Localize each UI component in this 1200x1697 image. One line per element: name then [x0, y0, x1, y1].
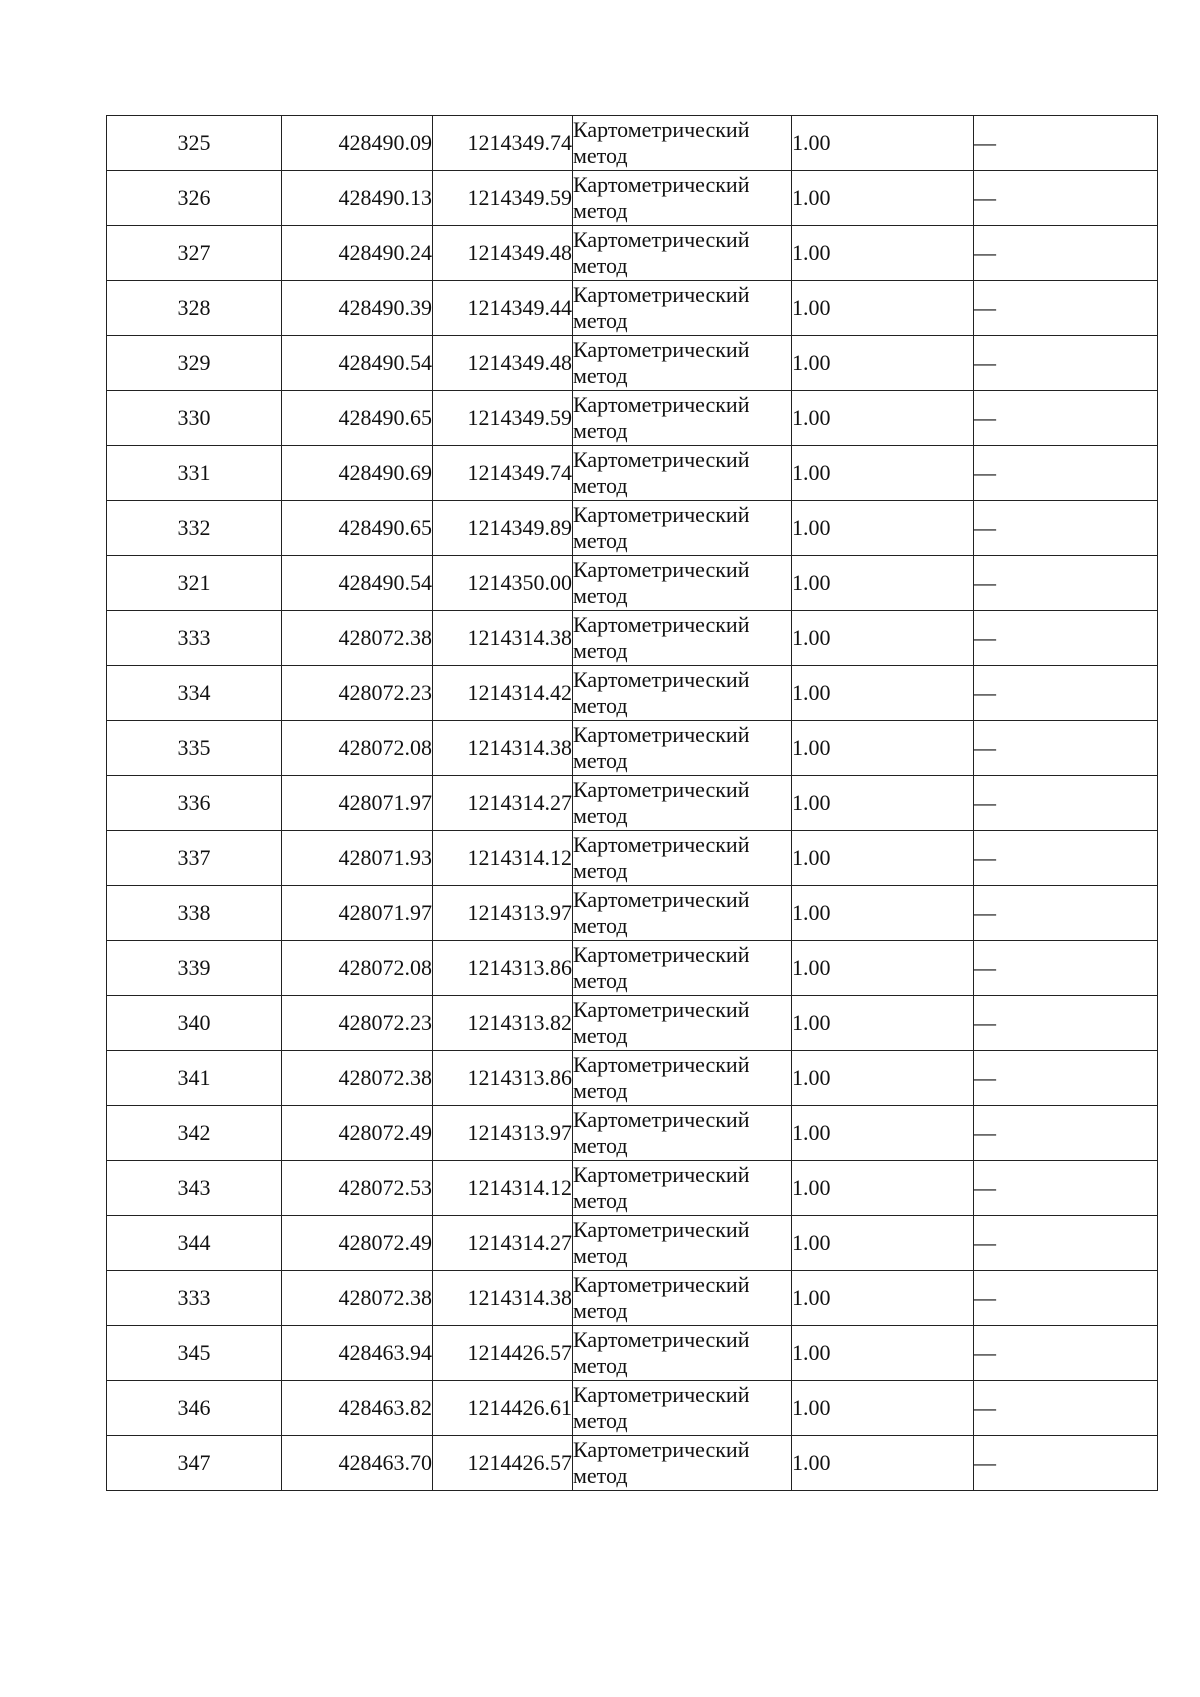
- method-line-1: Картометрический: [573, 667, 750, 692]
- description-cell: —: [974, 831, 1158, 886]
- method-cell: [573, 281, 792, 336]
- x-coordinate-cell: 428072.38: [282, 1051, 433, 1106]
- accuracy-cell: 1.00: [792, 391, 974, 446]
- method-line-2: метод: [573, 363, 628, 388]
- table-row: [107, 446, 1158, 501]
- method-cell: [573, 1161, 792, 1216]
- method-line-1: Картометрический: [573, 447, 750, 472]
- accuracy-cell: 1.00: [792, 941, 974, 996]
- table-row: [107, 1051, 1158, 1106]
- method-line-2: метод: [573, 198, 628, 223]
- method-cell: [573, 1326, 792, 1381]
- x-coordinate-cell: 428072.08: [282, 941, 433, 996]
- accuracy-cell: 1.00: [792, 1436, 974, 1491]
- accuracy-cell: 1.00: [792, 831, 974, 886]
- method-line-1: Картометрический: [573, 832, 750, 857]
- table-row: [107, 1381, 1158, 1436]
- method-line-2: метод: [573, 418, 628, 443]
- method-line-1: Картометрический: [573, 777, 750, 802]
- x-coordinate-cell: 428490.54: [282, 336, 433, 391]
- accuracy-cell: 1.00: [792, 1381, 974, 1436]
- method-cell: [573, 391, 792, 446]
- accuracy-cell: 1.00: [792, 611, 974, 666]
- table-row: [107, 831, 1158, 886]
- point-number-cell: 332: [107, 501, 282, 556]
- method-cell: [573, 226, 792, 281]
- method-line-2: метод: [573, 473, 628, 498]
- method-cell: [573, 1271, 792, 1326]
- y-coordinate-cell: 1214349.74: [433, 116, 573, 171]
- accuracy-cell: 1.00: [792, 171, 974, 226]
- accuracy-cell: 1.00: [792, 556, 974, 611]
- y-coordinate-cell: 1214426.57: [433, 1326, 573, 1381]
- method-cell: [573, 446, 792, 501]
- y-coordinate-cell: 1214314.27: [433, 1216, 573, 1271]
- method-line-2: метод: [573, 748, 628, 773]
- y-coordinate-cell: 1214349.48: [433, 336, 573, 391]
- accuracy-cell: 1.00: [792, 226, 974, 281]
- y-coordinate-cell: 1214314.38: [433, 611, 573, 666]
- y-coordinate-cell: 1214313.86: [433, 1051, 573, 1106]
- description-cell: —: [974, 1381, 1158, 1436]
- method-line-1: Картометрический: [573, 1217, 750, 1242]
- point-number-cell: 344: [107, 1216, 282, 1271]
- table-row: [107, 1271, 1158, 1326]
- method-cell: [573, 776, 792, 831]
- description-cell: —: [974, 1326, 1158, 1381]
- method-line-2: метод: [573, 803, 628, 828]
- point-number-cell: 328: [107, 281, 282, 336]
- point-number-cell: 343: [107, 1161, 282, 1216]
- method-line-1: Картометрический: [573, 612, 750, 637]
- description-cell: —: [974, 1271, 1158, 1326]
- description-cell: —: [974, 556, 1158, 611]
- point-number-cell: 345: [107, 1326, 282, 1381]
- y-coordinate-cell: 1214349.48: [433, 226, 573, 281]
- description-cell: —: [974, 1216, 1158, 1271]
- point-number-cell: 339: [107, 941, 282, 996]
- method-cell: [573, 1106, 792, 1161]
- x-coordinate-cell: 428072.08: [282, 721, 433, 776]
- table-row: [107, 1436, 1158, 1491]
- point-number-cell: 329: [107, 336, 282, 391]
- method-line-1: Картометрический: [573, 227, 750, 252]
- method-line-2: метод: [573, 693, 628, 718]
- table-row: [107, 886, 1158, 941]
- method-line-2: метод: [573, 913, 628, 938]
- point-number-cell: 327: [107, 226, 282, 281]
- method-line-2: метод: [573, 1408, 628, 1433]
- table-row: [107, 941, 1158, 996]
- point-number-cell: 336: [107, 776, 282, 831]
- method-line-2: метод: [573, 583, 628, 608]
- table-row: [107, 391, 1158, 446]
- point-number-cell: 338: [107, 886, 282, 941]
- method-line-1: Картометрический: [573, 722, 750, 747]
- y-coordinate-cell: 1214314.38: [433, 1271, 573, 1326]
- method-cell: [573, 556, 792, 611]
- accuracy-cell: 1.00: [792, 281, 974, 336]
- x-coordinate-cell: 428490.54: [282, 556, 433, 611]
- method-cell: [573, 116, 792, 171]
- y-coordinate-cell: 1214314.38: [433, 721, 573, 776]
- description-cell: —: [974, 996, 1158, 1051]
- table-row: [107, 1326, 1158, 1381]
- x-coordinate-cell: 428490.24: [282, 226, 433, 281]
- description-cell: —: [974, 501, 1158, 556]
- method-line-2: метод: [573, 638, 628, 663]
- point-number-cell: 341: [107, 1051, 282, 1106]
- accuracy-cell: 1.00: [792, 886, 974, 941]
- method-cell: [573, 171, 792, 226]
- method-line-1: Картометрический: [573, 997, 750, 1022]
- method-line-1: Картометрический: [573, 337, 750, 362]
- description-cell: —: [974, 1436, 1158, 1491]
- y-coordinate-cell: 1214313.97: [433, 886, 573, 941]
- accuracy-cell: 1.00: [792, 1216, 974, 1271]
- method-line-1: Картометрический: [573, 1052, 750, 1077]
- accuracy-cell: 1.00: [792, 666, 974, 721]
- y-coordinate-cell: 1214314.42: [433, 666, 573, 721]
- coordinates-table: [106, 115, 1158, 1491]
- y-coordinate-cell: 1214314.27: [433, 776, 573, 831]
- point-number-cell: 334: [107, 666, 282, 721]
- x-coordinate-cell: 428071.97: [282, 776, 433, 831]
- y-coordinate-cell: 1214349.74: [433, 446, 573, 501]
- method-line-2: метод: [573, 968, 628, 993]
- y-coordinate-cell: 1214426.57: [433, 1436, 573, 1491]
- table-row: [107, 776, 1158, 831]
- x-coordinate-cell: 428072.23: [282, 666, 433, 721]
- x-coordinate-cell: 428490.13: [282, 171, 433, 226]
- method-line-2: метод: [573, 858, 628, 883]
- method-line-1: Картометрический: [573, 1382, 750, 1407]
- x-coordinate-cell: 428072.38: [282, 1271, 433, 1326]
- method-line-1: Картометрический: [573, 557, 750, 582]
- accuracy-cell: 1.00: [792, 1161, 974, 1216]
- description-cell: —: [974, 226, 1158, 281]
- x-coordinate-cell: 428490.65: [282, 391, 433, 446]
- description-cell: —: [974, 1161, 1158, 1216]
- x-coordinate-cell: 428072.38: [282, 611, 433, 666]
- description-cell: —: [974, 171, 1158, 226]
- method-cell: [573, 501, 792, 556]
- point-number-cell: 326: [107, 171, 282, 226]
- method-line-2: метод: [573, 1023, 628, 1048]
- description-cell: —: [974, 116, 1158, 171]
- y-coordinate-cell: 1214313.82: [433, 996, 573, 1051]
- table-row: [107, 171, 1158, 226]
- table-row: [107, 1216, 1158, 1271]
- point-number-cell: 347: [107, 1436, 282, 1491]
- point-number-cell: 330: [107, 391, 282, 446]
- accuracy-cell: 1.00: [792, 1326, 974, 1381]
- table-body: [107, 116, 1158, 1491]
- x-coordinate-cell: 428490.69: [282, 446, 433, 501]
- description-cell: —: [974, 886, 1158, 941]
- method-line-2: метод: [573, 1078, 628, 1103]
- table-row: [107, 281, 1158, 336]
- method-cell: [573, 721, 792, 776]
- method-line-1: Картометрический: [573, 1162, 750, 1187]
- table-row: [107, 1161, 1158, 1216]
- method-line-1: Картометрический: [573, 1327, 750, 1352]
- method-cell: [573, 336, 792, 391]
- description-cell: —: [974, 941, 1158, 996]
- method-cell: [573, 886, 792, 941]
- point-number-cell: 333: [107, 611, 282, 666]
- method-cell: [573, 1436, 792, 1491]
- description-cell: —: [974, 281, 1158, 336]
- description-cell: —: [974, 391, 1158, 446]
- accuracy-cell: 1.00: [792, 1051, 974, 1106]
- description-cell: —: [974, 336, 1158, 391]
- method-cell: [573, 941, 792, 996]
- x-coordinate-cell: 428072.49: [282, 1216, 433, 1271]
- method-line-2: метод: [573, 528, 628, 553]
- method-line-2: метод: [573, 1133, 628, 1158]
- table-row: [107, 226, 1158, 281]
- x-coordinate-cell: 428490.09: [282, 116, 433, 171]
- description-cell: —: [974, 1106, 1158, 1161]
- accuracy-cell: 1.00: [792, 1271, 974, 1326]
- y-coordinate-cell: 1214349.59: [433, 171, 573, 226]
- method-cell: [573, 996, 792, 1051]
- point-number-cell: 346: [107, 1381, 282, 1436]
- method-line-1: Картометрический: [573, 502, 750, 527]
- method-cell: [573, 1381, 792, 1436]
- x-coordinate-cell: 428072.53: [282, 1161, 433, 1216]
- method-line-2: метод: [573, 308, 628, 333]
- method-cell: [573, 1051, 792, 1106]
- accuracy-cell: 1.00: [792, 501, 974, 556]
- point-number-cell: 335: [107, 721, 282, 776]
- x-coordinate-cell: 428072.49: [282, 1106, 433, 1161]
- method-line-1: Картометрический: [573, 172, 750, 197]
- method-line-2: метод: [573, 1188, 628, 1213]
- point-number-cell: 342: [107, 1106, 282, 1161]
- table-row: [107, 1106, 1158, 1161]
- method-line-1: Картометрический: [573, 1437, 750, 1462]
- method-line-1: Картометрический: [573, 942, 750, 967]
- table-row: [107, 721, 1158, 776]
- method-line-1: Картометрический: [573, 887, 750, 912]
- method-line-1: Картометрический: [573, 282, 750, 307]
- method-line-1: Картометрический: [573, 117, 750, 142]
- accuracy-cell: 1.00: [792, 776, 974, 831]
- x-coordinate-cell: 428071.97: [282, 886, 433, 941]
- accuracy-cell: 1.00: [792, 336, 974, 391]
- accuracy-cell: 1.00: [792, 446, 974, 501]
- accuracy-cell: 1.00: [792, 1106, 974, 1161]
- table-row: [107, 996, 1158, 1051]
- method-line-1: Картометрический: [573, 1272, 750, 1297]
- point-number-cell: 333: [107, 1271, 282, 1326]
- method-line-2: метод: [573, 253, 628, 278]
- method-line-1: Картометрический: [573, 392, 750, 417]
- method-cell: [573, 611, 792, 666]
- x-coordinate-cell: 428463.94: [282, 1326, 433, 1381]
- method-line-2: метод: [573, 143, 628, 168]
- method-line-1: Картометрический: [573, 1107, 750, 1132]
- method-cell: [573, 831, 792, 886]
- description-cell: —: [974, 611, 1158, 666]
- table-row: [107, 336, 1158, 391]
- point-number-cell: 340: [107, 996, 282, 1051]
- x-coordinate-cell: 428072.23: [282, 996, 433, 1051]
- table-row: [107, 556, 1158, 611]
- y-coordinate-cell: 1214314.12: [433, 1161, 573, 1216]
- accuracy-cell: 1.00: [792, 996, 974, 1051]
- point-number-cell: 337: [107, 831, 282, 886]
- y-coordinate-cell: 1214313.97: [433, 1106, 573, 1161]
- y-coordinate-cell: 1214313.86: [433, 941, 573, 996]
- x-coordinate-cell: 428071.93: [282, 831, 433, 886]
- method-line-2: метод: [573, 1298, 628, 1323]
- description-cell: —: [974, 1051, 1158, 1106]
- method-line-2: метод: [573, 1463, 628, 1488]
- description-cell: —: [974, 721, 1158, 776]
- y-coordinate-cell: 1214314.12: [433, 831, 573, 886]
- x-coordinate-cell: 428463.82: [282, 1381, 433, 1436]
- method-cell: [573, 666, 792, 721]
- x-coordinate-cell: 428463.70: [282, 1436, 433, 1491]
- y-coordinate-cell: 1214426.61: [433, 1381, 573, 1436]
- y-coordinate-cell: 1214349.44: [433, 281, 573, 336]
- method-line-2: метод: [573, 1353, 628, 1378]
- description-cell: —: [974, 446, 1158, 501]
- table-row: [107, 116, 1158, 171]
- table-row: [107, 501, 1158, 556]
- point-number-cell: 321: [107, 556, 282, 611]
- y-coordinate-cell: 1214349.89: [433, 501, 573, 556]
- accuracy-cell: 1.00: [792, 116, 974, 171]
- y-coordinate-cell: 1214349.59: [433, 391, 573, 446]
- method-cell: [573, 1216, 792, 1271]
- table-row: [107, 666, 1158, 721]
- description-cell: —: [974, 776, 1158, 831]
- point-number-cell: 325: [107, 116, 282, 171]
- description-cell: —: [974, 666, 1158, 721]
- y-coordinate-cell: 1214350.00: [433, 556, 573, 611]
- point-number-cell: 331: [107, 446, 282, 501]
- x-coordinate-cell: 428490.65: [282, 501, 433, 556]
- accuracy-cell: 1.00: [792, 721, 974, 776]
- table-row: [107, 611, 1158, 666]
- method-line-2: метод: [573, 1243, 628, 1268]
- x-coordinate-cell: 428490.39: [282, 281, 433, 336]
